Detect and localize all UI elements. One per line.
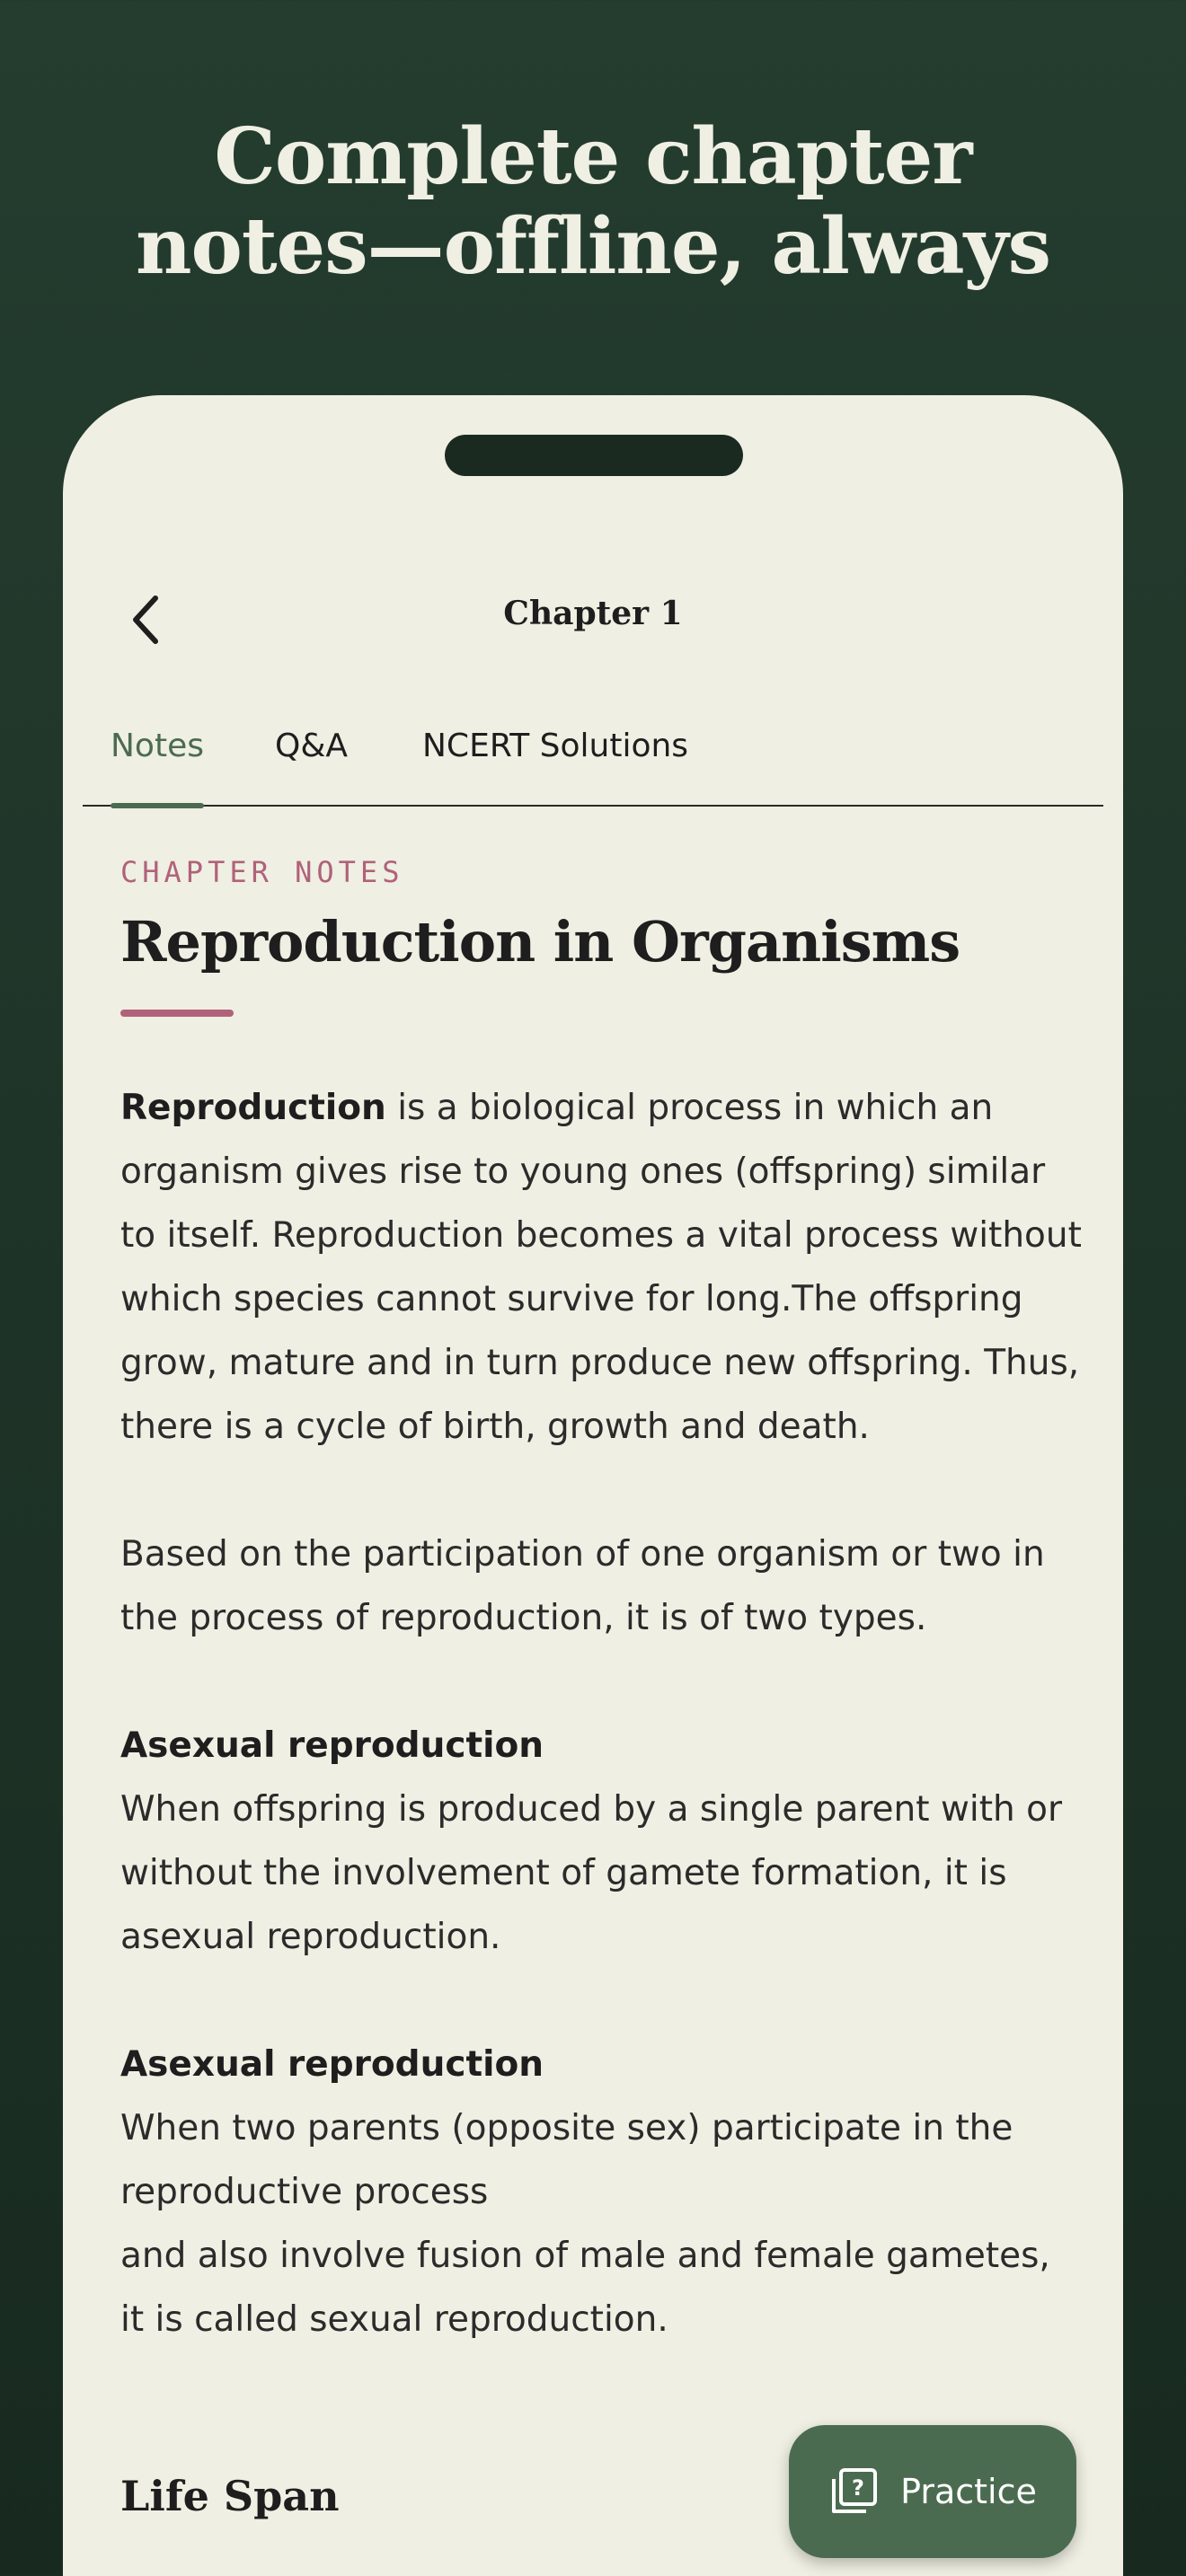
hero-headline: [0, 112, 1186, 292]
section-heading-life-span: Life Span: [120, 2472, 340, 2520]
svg-text:?: ?: [852, 2475, 865, 2501]
practice-card-icon: [828, 2466, 879, 2517]
tab-bar: [83, 717, 1103, 807]
paragraph-intro-text: is a biological process in which an organism gives rise to young ones (offspring) similar to itself. Reproduction becomes a vital process without which species cannot survive for long.The offspring grow, mature and in turn produce new offspring. Thus, there is a cycle of birth, growth and death.: [120, 1088, 1082, 1447]
page-title: Chapter 1: [503, 595, 683, 632]
paragraph-intro: [120, 1076, 1082, 1459]
section-asexual: [120, 1714, 1082, 1969]
phone-frame: [63, 395, 1123, 2576]
tab-qa[interactable]: Q&A: [275, 728, 349, 764]
paragraph-types: Based on the participation of one organism or two in the process of reproduction, it is of two types.: [120, 1534, 1045, 1638]
term-reproduction: Reproduction: [120, 1088, 386, 1128]
section-asexual-text: When offspring is produced by a single parent with or without the involvement of gamete formation, it is asexual reproduction.: [120, 1789, 1062, 1957]
section-sexual: [120, 2033, 1082, 2351]
tab-ncert-solutions[interactable]: NCERT Solutions: [422, 728, 689, 764]
article-body: [120, 1076, 1082, 2351]
practice-button[interactable]: [789, 2425, 1076, 2558]
article-title: Reproduction in Organisms: [120, 909, 960, 975]
hero-line-2: notes—offline, always: [135, 201, 1051, 292]
section-asexual-title: Asexual reproduction: [120, 1725, 544, 1766]
section-sexual-line-1: When two parents (opposite sex) participate in the reproductive process: [120, 2108, 1013, 2212]
dynamic-island: [445, 435, 743, 476]
section-sexual-line-2: and also involve fusion of male and female gametes, it is called sexual reproduction.: [120, 2236, 1050, 2340]
chapter-kicker: CHAPTER NOTES: [120, 855, 404, 889]
section-sexual-title: Asexual reproduction: [120, 2044, 544, 2085]
hero-line-1: Complete chapter: [214, 111, 972, 202]
practice-button-label: Practice: [900, 2472, 1037, 2511]
tab-notes[interactable]: Notes: [111, 717, 204, 807]
title-underline: [120, 1010, 234, 1017]
